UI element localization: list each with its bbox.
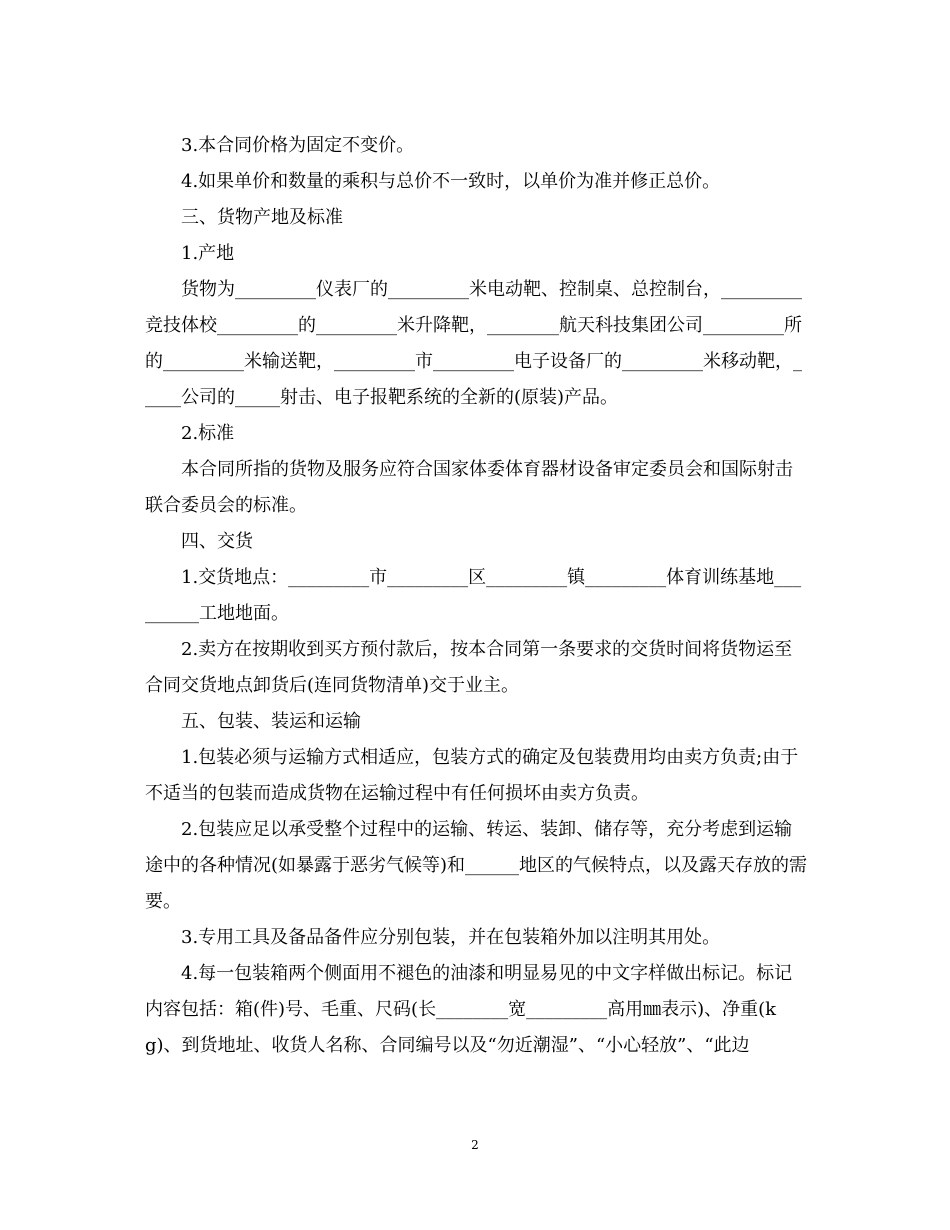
section-heading-origin-standard: 三、货物产地及标准: [181, 207, 343, 228]
paragraph-delivery-terms: 2.卖方在按期收到买方预付款后，按本合同第一条要求的交货时间将货物运至合同交货地点卸货后(连同货物清单)交于业主。: [145, 639, 793, 696]
paragraph-packing-1: 1.包装必须与运输方式相适应，包装方式的确定及包装费用均由卖方负责;由于不适当的包装而造成货物在运输过程中有任何损坏由卖方负责。: [145, 747, 799, 804]
section-heading-delivery: 四、交货: [181, 531, 253, 552]
paragraph-standard-details: 本合同所指的货物及服务应符合国家体委体育器材设备审定委员会和国际射击联合委员会的标准。: [145, 459, 793, 516]
paragraph-packing-4: 4.每一包装箱两个侧面用不褪色的油漆和明显易见的中文字样做出标记。标记内容包括：箱(件)号、毛重、尺码(长________宽_________高用㎜表示)、净重(kg)、到货地址、收货人名称、合同编号以及“勿近潮湿”、“小心轻放”、“此边: [145, 963, 793, 1056]
subheading-standard: 2.标准: [181, 423, 235, 444]
paragraph-packing-3: 3.专用工具及备品备件应分别包装，并在包装箱外加以注明其用处。: [181, 927, 721, 948]
document-body: [145, 128, 810, 1064]
paragraph-price-fixed: 3.本合同价格为固定不变价。: [181, 135, 415, 156]
subheading-origin: 1.产地: [181, 243, 235, 264]
paragraph-delivery-location: 1.交货地点：_________市_________区_________镇_________体育训练基地_________工地地面。: [145, 567, 802, 624]
page-number: 2: [471, 1138, 479, 1152]
section-heading-packing: 五、包装、装运和运输: [181, 711, 361, 732]
paragraph-packing-2: 2.包装应足以承受整个过程中的运输、转运、装卸、储存等，充分考虑到运输途中的各种情况(如暴露于恶劣气候等)和______地区的气候特点，以及露天存放的需要。: [145, 819, 808, 912]
paragraph-origin-details: 货物为_________仪表厂的_________米电动靶、控制桌、总控制台，_________竞技体校_________的_________米升降靶，________航天科技集团公司_________所的_________米输送靶，_________市_________电子设备厂的_________米移动靶，_____公司的_____射击、电子报靶系统的全新的(原装)产品。: [145, 279, 802, 408]
paragraph-unit-price-rule: 4.如果单价和数量的乘积与总价不一致时，以单价为准并修正总价。: [181, 171, 721, 192]
